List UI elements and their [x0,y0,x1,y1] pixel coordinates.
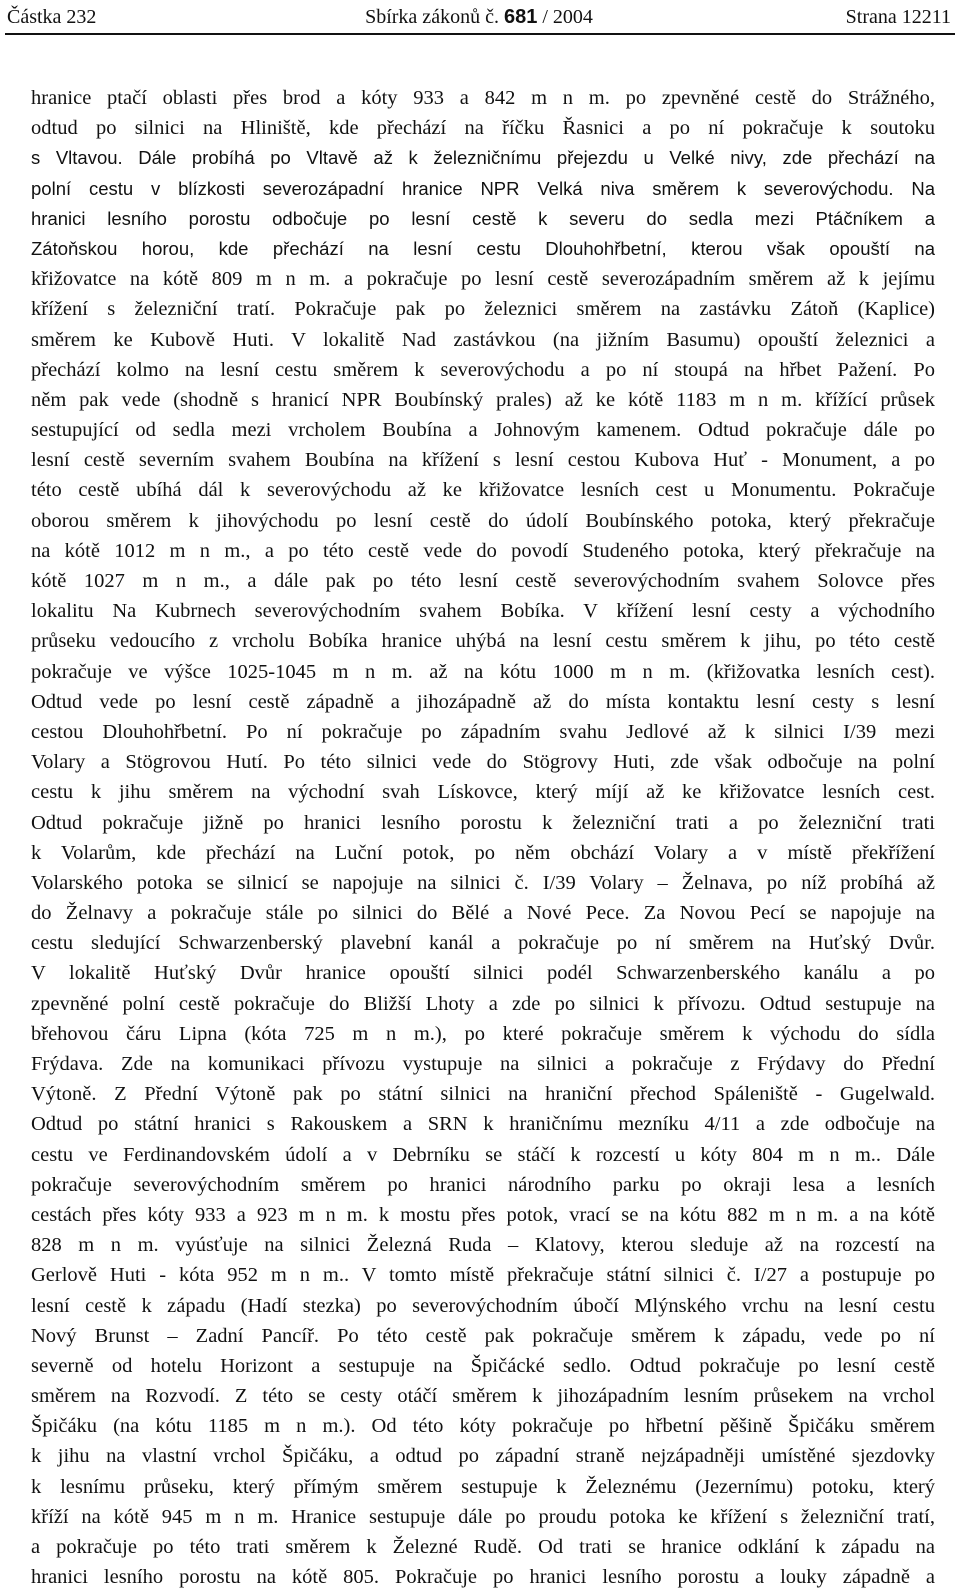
text-line: hranici lesního porostu na kótě 805. Pokračuje po hranici lesního porostu a louky západně a [31,1566,935,1589]
text-line: Gerlově Huti - kóta 952 m n m.. V tomto místě překračuje státní silnici č. I/27 a postupuje po [31,1264,935,1287]
text-line: zpevněné polní cestě pokračuje do Bližší Lhoty a zde po silnici k přívozu. Odtud sestupuje na [31,992,935,1015]
text-line: Výtoně. Z Přední Výtoně pak po státní silnici na hraniční přechod Spáleniště - Gugelwald. [31,1083,935,1106]
text-line: na kótě 1012 m n m., a po této cestě vede do povodí Studeného potoka, který překračuje na [31,539,935,562]
text-line: severně od hotelu Horizont a sestupuje na Špičácké sedlo. Odtud pokračuje po lesní cestě [31,1354,935,1377]
text-line: 828 m n m. vyúsťuje na silnici Železná Ruda – Klatovy, kterou sleduje až na rozcestí na [31,1234,935,1257]
text-line: kříží na kótě 945 m n m. Hranice sestupuje dále po proudu potoka ke křížení s železniční tratí, [31,1505,935,1528]
text-line: Odtud pokračuje jižně po hranici lesního porostu k železniční trati a po železniční trati [31,811,935,834]
text-line: V lokalitě Huťský Dvůr hranice opouští silnici podél Schwarzenberského kanálu a po [31,962,935,985]
text-line: křížení s železniční tratí. Pokračuje pak po železnici směrem na zastávku Zátoň (Kaplice) [31,298,935,321]
text-line: Odtud po státní hranici s Rakouskem a SRN k hraničnímu mezníku 4/11 a zde odbočuje na [31,1113,935,1136]
text-line: cestu k jihu směrem na východní svah Lískovce, který míjí až ke křižovatce lesních cest. [31,781,935,804]
text-line: Nový Brunst – Zadní Pancíř. Po této cestě pak pokračuje směrem k západu, vede po ní [31,1324,935,1347]
text-line: cestu sledující Schwarzenberský plavební kanál a pokračuje po ní směrem na Huťský Dvůr. [31,932,935,955]
body-text [31,83,935,1592]
page-header [7,6,951,36]
text-line: pokračuje severovýchodním směrem po hranici národního parku po okraji lesa a lesních [31,1173,935,1196]
text-line: sestupující od sedla mezi vrcholem Boubína a Johnovým kamenem. Odtud pokračuje dále po [31,419,935,442]
text-line: do Želnavy a pokračuje stále po silnici do Bělé a Nové Pece. Za Novou Pecí se napojuje na [31,902,935,925]
text-line: břehovou čáru Lipna (kóta 725 m n m.), po které pokračuje směrem k východu do sídla [31,1022,935,1045]
text-line: Frýdava. Zde na komunikaci přívozu vystupuje na silnici a pokračuje z Frýdavy do Přední [31,1053,935,1075]
header-collection-title [7,6,951,28]
text-line: lesní cestě severním svahem Boubína na křížení s lesní cestou Kubova Huť - Monument, a po [31,449,935,472]
header-rule [5,33,955,35]
text-line: k jihu na vlastní vrchol Špičáku, a odtud po západní straně nejzápadněji umístěné sjezdovky [31,1445,935,1468]
header-issue-number: Částka 232 [7,6,97,28]
text-line: lokalitu Na Kubrnech severovýchodním svahem Bobíka. V křížení lesní cesty a východního [31,600,935,623]
text-line: oborou směrem k jihovýchodu po lesní cestě do údolí Boubínského potoka, který překračuje [31,509,935,532]
text-line: pokračuje ve výšce 1025-1045 m n m. až na kótu 1000 m n m. (křižovatka lesních cest). [31,660,935,683]
header-page-number: Strana 12211 [845,6,951,28]
text-line: odtud po silnici na Hliniště, kde přechází na říčku Řasnici a po ní pokračuje k soutoku [31,117,935,140]
text-line: Odtud vede po lesní cestě západně a jihozápadně až do místa kontaktu lesní cesty s lesní [31,690,935,713]
text-line: přechází kolmo na lesní cestu směrem k severovýchodu a po ní stoupá na hřbet Pažení. Po [31,358,935,381]
text-line: k Volarům, kde přechází na Luční potok, po něm obchází Volary a v místě překřížení [31,841,935,864]
text-line: Špičáku (na kótu 1185 m n m.). Od této kóty pokračuje po hřbetní pěšině Špičáku směrem [31,1415,935,1438]
header-collection-prefix: Sbírka zákonů č. [365,6,504,28]
text-line: cestách přes kóty 933 a 923 m n m. k mostu přes potok, vrací se na kótu 882 m n m. a na kótě [31,1203,935,1226]
text-line: této cestě ubíhá dál k severovýchodu až ke křižovatce lesních cest u Monumentu. Pokračuje [31,479,935,502]
header-law-number: 681 [503,6,538,28]
text-line: k lesnímu průseku, který přímým směrem sestupuje k Železnému (Jezernímu) potoku, který [31,1475,935,1498]
text-line: Volarského potoka se silnicí se napojuje na silnici č. I/39 Volary – Želnava, po níž probíhá až [31,871,935,894]
text-line: průseku vedoucího z vrcholu Bobíka hranice uhýbá na lesní cestu směrem k jihu, po této cestě [31,630,935,653]
text-line: směrem na Rozvodí. Z této se cesty otáčí směrem k jihozápadním lesním průsekem na vrchol [31,1385,935,1408]
header-collection-year: / 2004 [537,6,593,28]
text-line: lesní cestě k západu (Hadí stezka) po severovýchodním úbočí Mlýnského vrchu na lesní cestu [31,1294,935,1317]
text-line: křižovatce na kótě 809 m n m. a pokračuje po lesní cestě severozápadním směrem až k jejímu [31,268,935,291]
text-line: s Vltavou. Dále probíhá po Vltavě až k železničnímu přejezdu u Velké nivy, zde přechází na [31,147,935,169]
text-line: Zátoňskou horou, kde přechází na lesní cestu Dlouhohřbetní, kterou však opouští na [31,237,935,259]
text-line: cestou Dlouhohřbetní. Po ní pokračuje po západním svahu Jedlové až k silnici I/39 mezi [31,720,935,743]
text-line: něm pak vede (shodně s hranicí NPR Boubínský prales) až ke kótě 1183 m n m. křížící průsek [31,388,935,411]
text-line: Volary a Stögrovou Hutí. Po této silnici vede do Stögrovy Huti, zde však odbočuje na polní [31,751,935,774]
text-line: cestu ve Ferdinandovském údolí a v Debrníku se stáčí k rozcestí u kóty 804 m n m.. Dále [31,1143,935,1166]
text-line: a pokračuje po této trati směrem k Železné Rudě. Od trati se hranice odklání k západu na [31,1536,935,1558]
text-line: směrem ke Kubově Huti. V lokalitě Nad zastávkou (na jižním Basumu) opouští železnici a [31,328,935,351]
text-line: polní cestu v blízkosti severozápadní hranice NPR Velká niva směrem k severovýchodu. Na [31,177,935,199]
text-line: hranici lesního porostu odbočuje po lesní cestě k severu do sedla mezi Ptáčníkem a [31,207,935,229]
text-line: kótě 1027 m n m., a dále pak po této lesní cestě severovýchodním svahem Solovce přes [31,570,935,592]
text-line: hranice ptačí oblasti přes brod a kóty 933 a 842 m n m. po zpevněné cestě do Strážného, [31,87,935,109]
